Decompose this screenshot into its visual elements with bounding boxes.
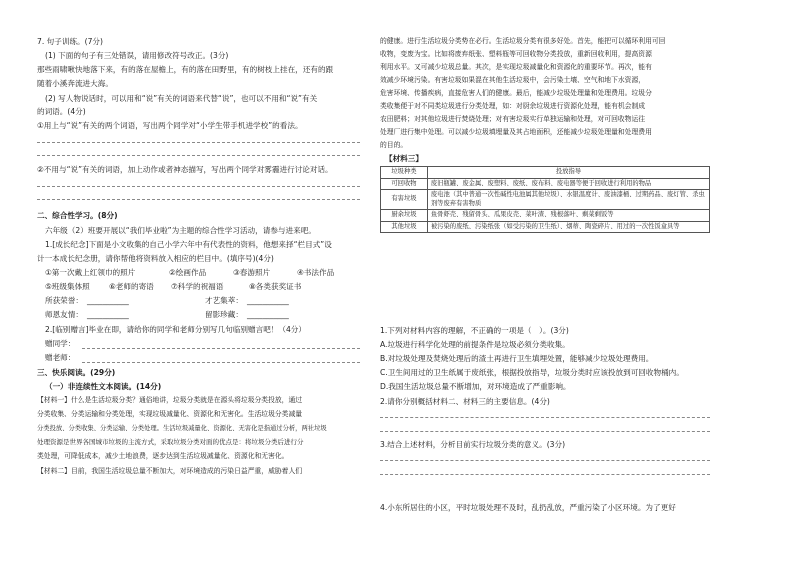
field-memory-label: 留影珍藏：	[205, 310, 243, 319]
q7-part2: (2) 写人物说话时，可以用和“说”有关的词语来代替“说”，也可以不用和“说”有关	[45, 94, 318, 103]
material-1-line-1: 【材料一】什么是生活垃圾分类？通俗地讲，垃圾分类就是在源头将垃圾分类投放，通过	[37, 396, 303, 404]
table-cell: 废电池（其中普通一次性碱性电池属其他垃圾）、水银温度计、废油漆桶、过期药品、废灯管、杀虫剂等废弃有害物质	[427, 190, 709, 210]
table-cell: 鱼骨虾壳、残留骨头、瓜果皮壳、菜叶渣、残根落叶、剩菜剩饭等	[427, 210, 709, 222]
question-4: 4.小东所居住的小区，平时垃圾处理不及时，乱扔乱放，严重污染了小区环境。为了更好	[380, 503, 676, 512]
material-2-line-8: 农田肥料；对其他垃圾进行焚烧处理；对有害垃圾实行单独运输和处理，对可回收物运往	[380, 115, 646, 123]
field-memory-blank[interactable]: ___________	[247, 310, 289, 319]
table-row	[381, 221, 710, 233]
section-2-q1: 1.[成长纪念]下面是小文收集的自己小学六年中有代表性的资料，他想来择“栏目式”设	[45, 240, 332, 249]
section-2-q1-cont: 计一本成长纪念册，请你帮他将资料放入相应的栏目中。(填序号)(4分)	[37, 254, 274, 263]
answer-line[interactable]	[380, 474, 710, 475]
table-header-cell: 投放指导	[427, 167, 709, 179]
table-cell: 可回收物	[381, 178, 428, 190]
material-2-line-6: 危害环境、传播疾病，直接危害人们的健康。最后，能减少垃圾处理量和处理费用。垃圾分	[380, 89, 652, 97]
answer-line[interactable]	[380, 417, 710, 418]
field-honor-label: 所获荣誉：	[45, 296, 83, 305]
option-3: ③春游照片	[233, 268, 271, 277]
question-1-option-d: D.我国生活垃圾总量不断增加，对环境造成了严重影响。	[380, 382, 571, 391]
q7-part1-sentence-a: 那些雨啸啾快地落下来，有的落在屋檐上，有的落在田野里，有的树枝上挂在，还有的跟	[37, 65, 334, 74]
material-3-title: 【材料三】	[385, 154, 423, 163]
gift-teacher-label: 赠老师：	[45, 353, 76, 362]
section-3-subtitle: （一）非连续性文本阅读。(14分)	[45, 382, 162, 391]
question-1-option-b: B.对垃圾处理及焚烧处理后的渣土再进行卫生填埋处置，能够减少垃圾处理费用。	[380, 354, 654, 363]
option-2: ②绘画作品	[169, 268, 207, 277]
answer-line[interactable]	[82, 348, 360, 349]
table-row	[381, 190, 710, 210]
field-teacher-blank[interactable]: ___________	[87, 310, 129, 319]
q7-part1-sentence-b: 随着小溪奔流进大海。	[37, 79, 113, 88]
q7-part2-task-a: ①用上与“说”有关的两个词语，写出两个同学对“小学生带手机进学校”的看法。	[37, 121, 303, 130]
field-teacher-label: 师恩友情：	[45, 310, 83, 319]
field-honor-blank[interactable]: ___________	[87, 296, 129, 305]
answer-line[interactable]	[380, 431, 710, 432]
material-1-line-2: 分类收集、分类运输和分类处理，实现垃圾减量化、资源化和无害化。生活垃圾分类减量	[37, 410, 303, 418]
material-2-line-7: 类收集便于对不同类垃圾进行分类处理，如：对厨余垃圾进行资源化处理，能有机会制成	[380, 102, 646, 110]
material-2-line-4: 利用水平。又可减少垃圾总量。其次，是实现垃圾减量化和资源化的重要环节。再次，能有	[380, 63, 652, 71]
table-row	[381, 178, 710, 190]
material-1-line-4: 处理资源是世界各国城市垃圾的主流方式，采取垃圾分类对面的优点是：将垃圾分类后进行分	[37, 438, 304, 446]
answer-line[interactable]	[37, 142, 360, 143]
section-2-title: 二、综合性学习。(8分)	[37, 211, 118, 220]
option-8: ⑧各类获奖证书	[249, 282, 302, 291]
field-art-blank[interactable]: ___________	[247, 296, 289, 305]
table-cell: 厨余垃圾	[381, 210, 428, 222]
table-cell: 被污染的废纸、污染纸张（如受污染的卫生纸）、烟蒂、陶瓷碎片、用过的一次性饭盒具等	[427, 221, 709, 233]
q7-title: 7. 句子训练。(7分)	[37, 37, 103, 46]
table-cell: 有害垃圾	[381, 190, 428, 210]
option-7: ⑦科学的祝福语	[171, 282, 224, 291]
gift-classmate-label: 赠同学：	[45, 339, 76, 348]
material-1-line-3: 分类投放、分类收集、分类运输、分类处理。生活垃圾减量化、资源化、无害化是指通过分析，两社垃圾	[37, 425, 327, 432]
material-2-line-10: 的目的。	[380, 141, 408, 149]
q7-part1: (1) 下面的句子有三处错误，请用修改符号改正。(3分)	[45, 51, 229, 60]
material-2-line-1: 【材料二】目前，我国生活垃圾总量不断加大，对环境造成的污染日益严重，威胁着人们	[37, 467, 303, 475]
material-2-line-5: 效减少环境污染。有害垃圾如果混在其他生活垃圾中，会污染土壤、空气和地下水资源，	[380, 76, 646, 84]
q7-part2-cont: 的词语。(4分)	[37, 107, 86, 116]
material-2-line-3: 收物，变废为宝。比如将废弃纸张、塑料瓶等可回收物分类投放，重新回收利用，提高资源	[380, 50, 652, 58]
question-2: 2.请你分别概括材料二、材料三的主要信息。(4分)	[380, 397, 550, 406]
question-1-option-a: A.垃圾进行科学化处理的前提条件是垃圾必须分类收集。	[380, 340, 570, 349]
answer-line[interactable]	[37, 199, 360, 200]
answer-line[interactable]	[37, 155, 360, 156]
option-1: ①第一次戴上红领巾的照片	[45, 268, 136, 277]
question-1: 1.下列对材料内容的理解，不正确的一项是（ ）。(3分)	[380, 326, 569, 335]
section-3-title: 三、快乐阅读。(29分)	[37, 368, 116, 377]
answer-line[interactable]	[380, 460, 710, 461]
q7-part2-task-b: ②不用与“说”有关的词语，加上动作或者神态描写，写出两个同学对雾霾进行讨论对话。	[37, 165, 333, 174]
option-5: ⑤班级集体照	[45, 282, 90, 291]
material-2-line-9: 处理厂进行集中处理。可以减少垃圾填埋量及其占地面积，还能减少垃圾处理量和处理费用	[380, 128, 652, 136]
option-4: ④书法作品	[297, 268, 335, 277]
section-2-q2: 2.[临别赠言]毕业在即，请给你的同学和老师分别写几句临别赠言吧！（4分）	[45, 325, 306, 334]
question-3: 3.结合上述材料，分析目前实行垃圾分类的意义。(3分)	[380, 440, 566, 449]
table-cell: 废旧瓶罐、废金属、废塑料、废纸、废布料、废电器等便于回收进行利用的物品	[427, 178, 709, 190]
field-art-label: 才艺集萃：	[205, 296, 243, 305]
question-1-option-c: C.卫生间用过的卫生纸属于废纸张，根据投放指导，垃圾分类时应该投放到可回收物桶内。	[380, 368, 684, 377]
material-2-line-2: 的健康。进行生活垃圾分类势在必行。生活垃圾分类有很多好处。首先，能把可以循环利用可回	[380, 37, 666, 45]
answer-line[interactable]	[82, 362, 360, 363]
answer-line[interactable]	[37, 186, 360, 187]
table-header-row	[381, 167, 710, 179]
option-6: ⑥老师的寄语	[109, 282, 154, 291]
section-2-intro: 六年级（2）班要开展以“我们毕业啦”为主题的综合性学习活动，请参与进来吧。	[45, 226, 316, 235]
table-cell: 其他垃圾	[381, 221, 428, 233]
material-1-line-5: 类处理，可降低成本，减少土地浪费，逐步达到生活垃圾减量化、资源化和无害化。	[37, 452, 289, 460]
sorting-guide-table	[380, 166, 710, 233]
table-row	[381, 210, 710, 222]
table-header-cell: 垃圾种类	[381, 167, 428, 179]
